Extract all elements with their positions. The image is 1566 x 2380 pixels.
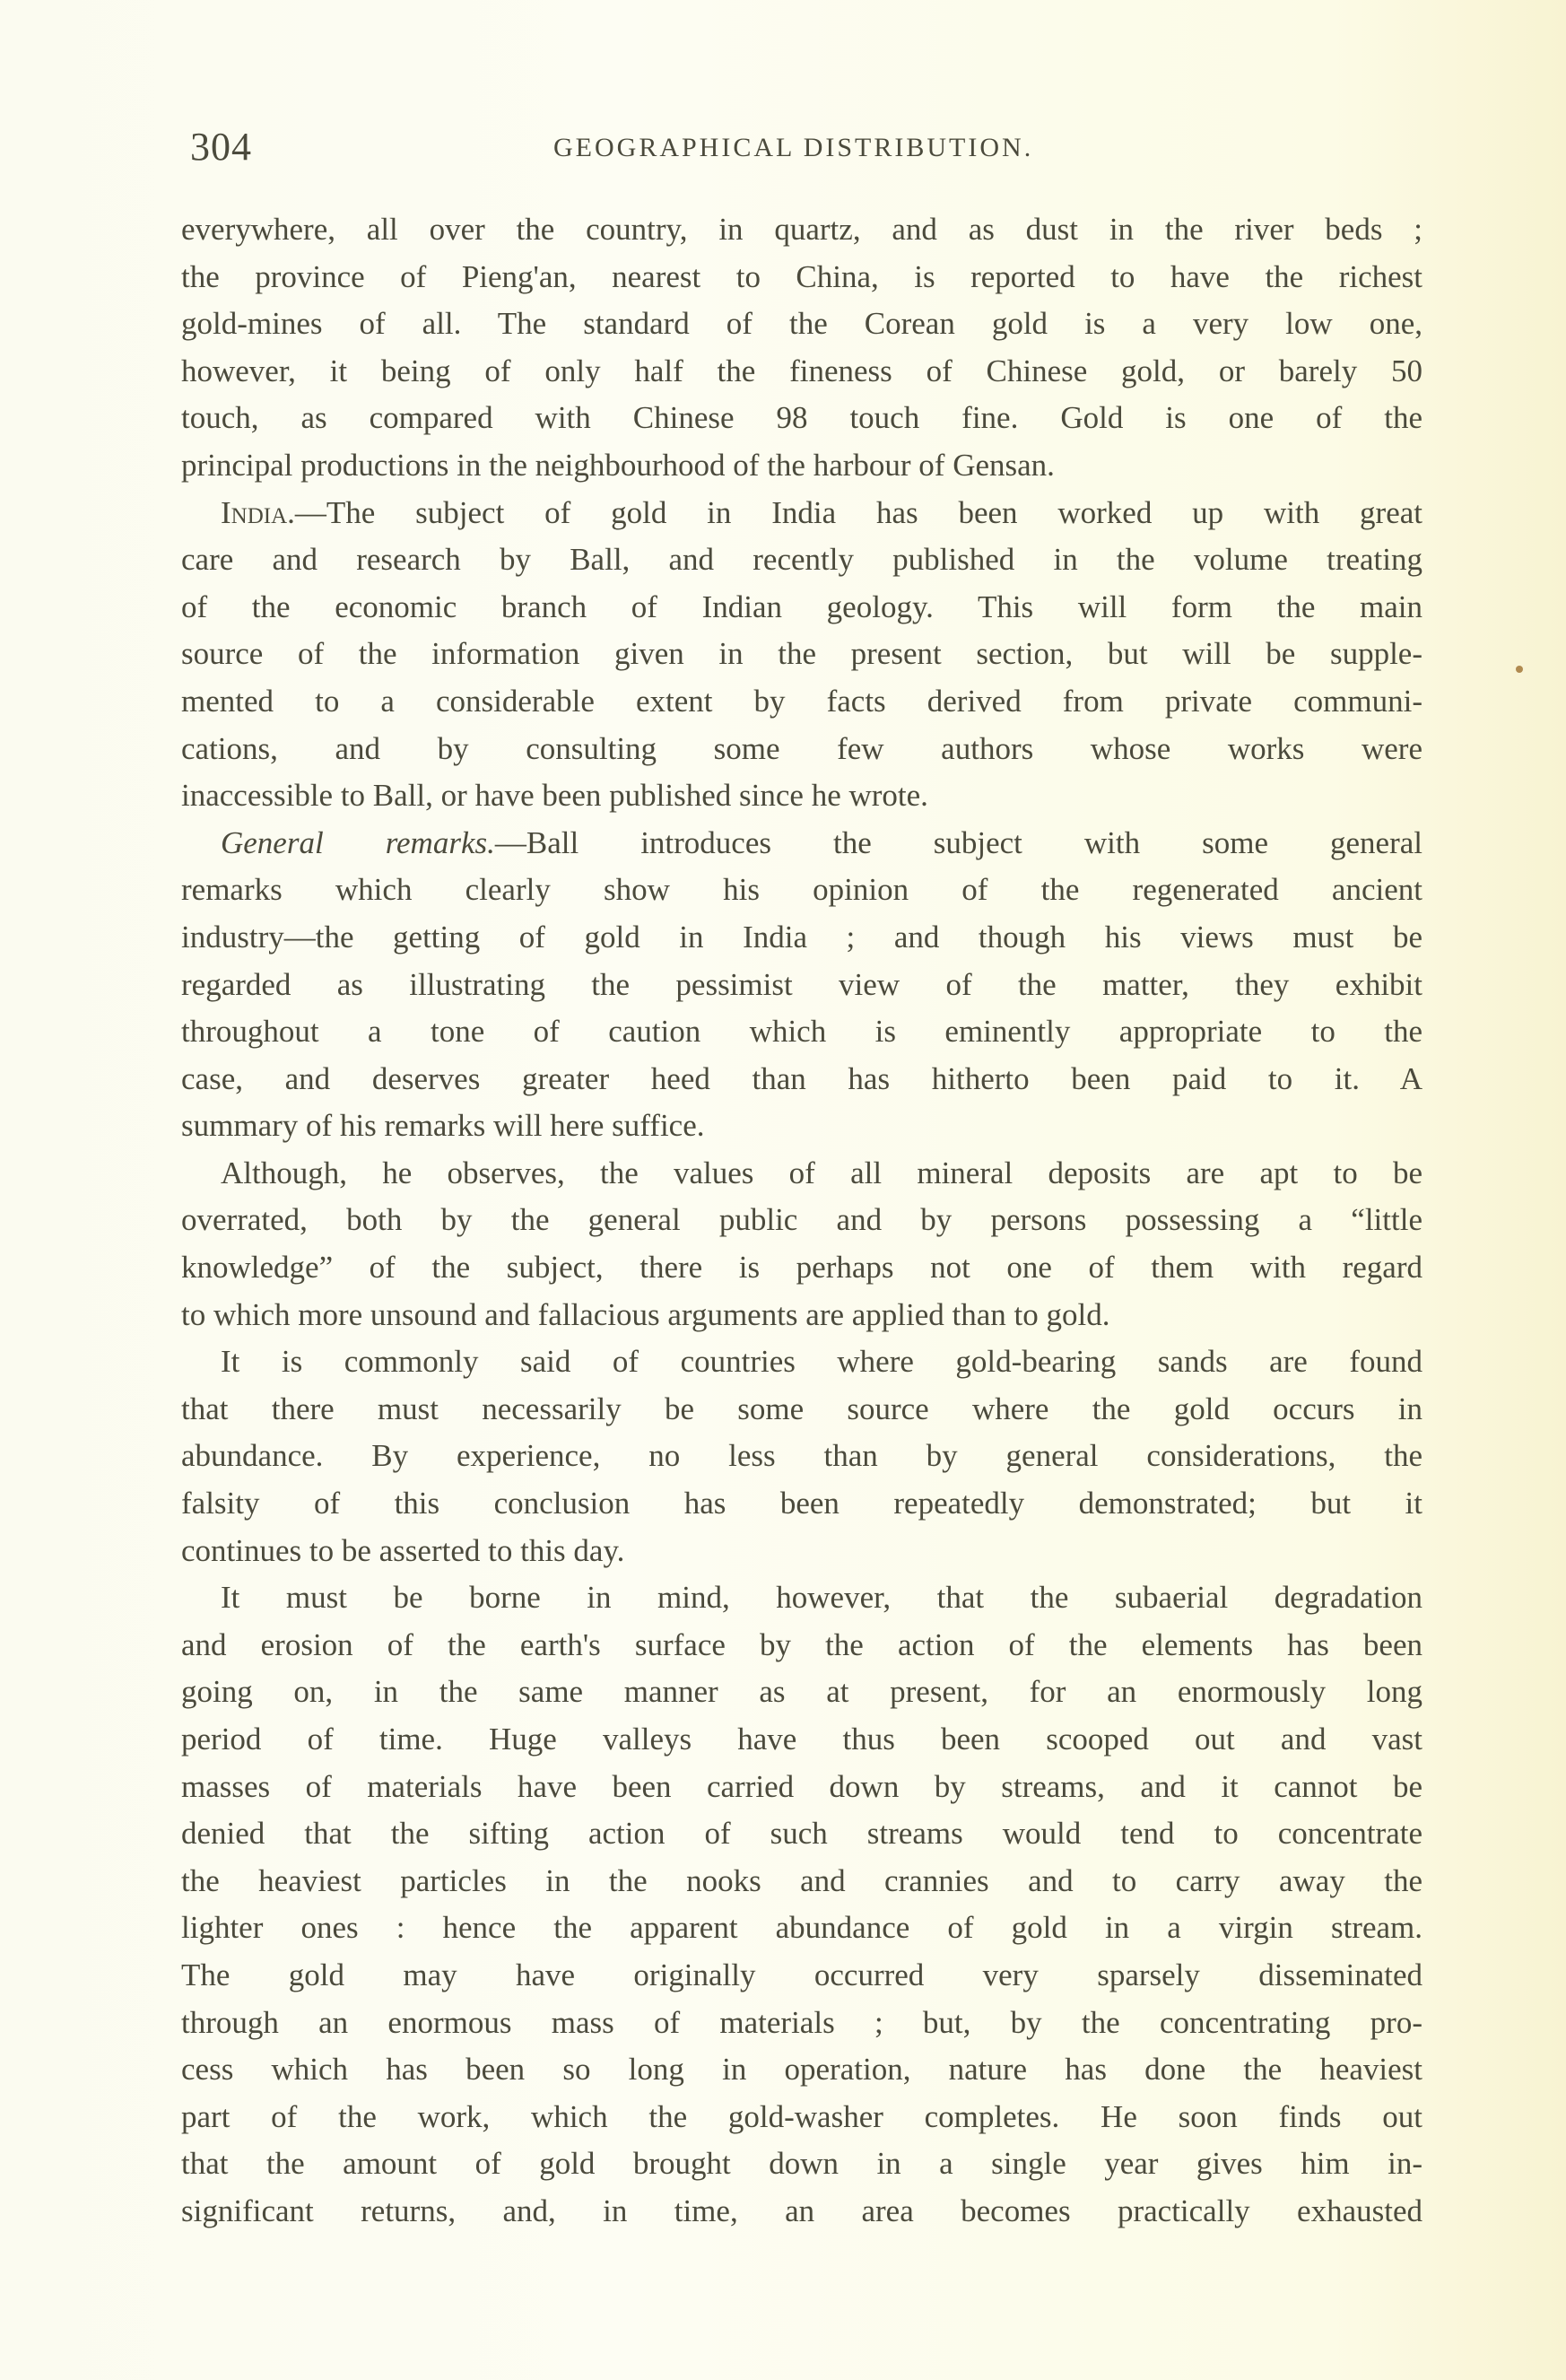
line-text: of the economic branch of Indian geology. This will form the main [181, 588, 1422, 624]
text-line [181, 1197, 1422, 1244]
text-line [181, 2188, 1422, 2236]
line-text: however, it being of only half the fineness of Chinese gold, or barely 50 [181, 353, 1422, 388]
line-text: overrated, both by the general public and by persons possessing a “little [181, 1202, 1422, 1238]
text-line [181, 1480, 1422, 1528]
text-line [181, 1764, 1422, 1811]
text-line [181, 1386, 1422, 1434]
text-line [181, 1292, 1422, 1339]
line-text: through an enormous mass of materials ; but, by the concentrating pro- [181, 2004, 1422, 2040]
text-line [181, 536, 1422, 584]
page-header [190, 124, 1428, 178]
body-text [181, 206, 1422, 2236]
text-line [181, 1810, 1422, 1858]
text-line [181, 1716, 1422, 1764]
line-text: that there must necessarily be some source where the gold occurs in [181, 1391, 1422, 1426]
text-line [181, 206, 1422, 254]
text-line [181, 867, 1422, 914]
line-text: source of the information given in the present section, but will be supple- [181, 636, 1422, 672]
text-line [181, 1338, 1422, 1386]
line-text: care and research by Ball, and recently published in the volume treating [181, 542, 1422, 578]
text-line [181, 726, 1422, 773]
text-line [181, 962, 1422, 1009]
line-text: masses of materials have been carried down by streams, and it cannot be [181, 1768, 1422, 1804]
text-line [181, 2000, 1422, 2047]
line-text: period of time. Huge valleys have thus been scooped out and vast [181, 1722, 1422, 1757]
text-line [181, 1150, 1422, 1198]
section-heading-india: India. [221, 494, 295, 530]
running-head: GEOGRAPHICAL DISTRIBUTION. [553, 133, 1034, 162]
line-text: —Ball introduces the subject with some general [494, 824, 1422, 860]
text-line [181, 584, 1422, 632]
text-line [181, 1433, 1422, 1480]
line-text: the province of Pieng'an, nearest to China, is reported to have the richest [181, 258, 1422, 294]
text-line [181, 301, 1422, 348]
page-number: 304 [190, 125, 252, 169]
text-line [181, 1574, 1422, 1622]
line-text: industry—the getting of gold in India ; and though his views must be [181, 919, 1422, 955]
text-line [181, 2094, 1422, 2141]
line-text: remarks which clearly show his opinion of the regenerated ancient [181, 872, 1422, 908]
text-line [181, 2140, 1422, 2188]
line-text: case, and deserves greater heed than has hitherto been paid to it. A [181, 1060, 1422, 1096]
text-line [181, 678, 1422, 726]
line-text: throughout a tone of caution which is eminently appropriate to the [181, 1014, 1422, 1050]
line-text: summary of his remarks will here suffice. [181, 1108, 705, 1144]
text-line [181, 1008, 1422, 1056]
line-text: part of the work, which the gold-washer completes. He soon finds out [181, 2098, 1422, 2134]
text-line [181, 1244, 1422, 1292]
line-text: going on, in the same manner as at present, for an enormously long [181, 1674, 1422, 1710]
line-text: touch, as compared with Chinese 98 touch fine. Gold is one of the [181, 400, 1422, 436]
line-text: the heaviest particles in the nooks and crannies and to carry away the [181, 1862, 1422, 1898]
text-line [181, 631, 1422, 678]
text-line [181, 820, 1422, 867]
line-text: everywhere, all over the country, in quartz, and as dust in the river beds ; [181, 212, 1422, 247]
line-text: lighter ones : hence the apparent abundance of gold in a virgin stream. [181, 1910, 1422, 1946]
line-text: gold-mines of all. The standard of the Corean gold is a very low one, [181, 306, 1422, 342]
text-line [181, 348, 1422, 396]
line-text: mented to a considerable extent by facts derived from private communi- [181, 683, 1422, 719]
line-text: cess which has been so long in operation, nature has done the heaviest [181, 2052, 1422, 2088]
line-text: continues to be asserted to this day. [181, 1532, 625, 1568]
line-text: knowledge” of the subject, there is perhaps not one of them with regard [181, 1250, 1422, 1286]
subsection-heading-general-remarks: General remarks. [221, 824, 495, 860]
text-line [181, 1952, 1422, 2000]
line-text: It is commonly said of countries where gold-bearing sands are found [221, 1344, 1422, 1380]
line-text: principal productions in the neighbourhood of the harbour of Gensan. [181, 447, 1055, 483]
text-line [181, 254, 1422, 301]
line-text: abundance. By experience, no less than by general considerations, the [181, 1438, 1422, 1474]
text-line [181, 490, 1422, 537]
line-text: The gold may have originally occurred very sparsely disseminated [181, 1957, 1422, 1992]
text-line [181, 1528, 1422, 1575]
line-text: significant returns, and, in time, an area becomes practically exhausted [181, 2193, 1422, 2228]
text-line [181, 1622, 1422, 1669]
line-text: denied that the sifting action of such streams would tend to concentrate [181, 1816, 1422, 1852]
text-line [181, 2046, 1422, 2094]
text-line [181, 1858, 1422, 1905]
text-line [181, 1056, 1422, 1103]
text-line [181, 914, 1422, 962]
text-line [181, 1103, 1422, 1150]
line-text: and erosion of the earth's surface by the action of the elements has been [181, 1626, 1422, 1662]
line-text: that the amount of gold brought down in a single year gives him in- [181, 2146, 1422, 2182]
paper-speck [1516, 666, 1523, 673]
line-text: Although, he observes, the values of all mineral deposits are apt to be [221, 1155, 1422, 1190]
text-line [181, 1905, 1422, 1952]
text-line [181, 442, 1422, 490]
line-text: regarded as illustrating the pessimist view of the matter, they exhibit [181, 966, 1422, 1002]
text-line [181, 395, 1422, 442]
line-text: to which more unsound and fallacious arguments are applied than to gold. [181, 1296, 1110, 1332]
line-text: inaccessible to Ball, or have been published since he wrote. [181, 778, 928, 814]
line-text: —The subject of gold in India has been worked up with great [294, 494, 1422, 530]
text-line [181, 772, 1422, 820]
line-text: It must be borne in mind, however, that the subaerial degradation [221, 1580, 1422, 1616]
text-line [181, 1669, 1422, 1716]
line-text: cations, and by consulting some few authors whose works were [181, 730, 1422, 766]
line-text: falsity of this conclusion has been repeatedly demonstrated; but it [181, 1486, 1422, 1521]
